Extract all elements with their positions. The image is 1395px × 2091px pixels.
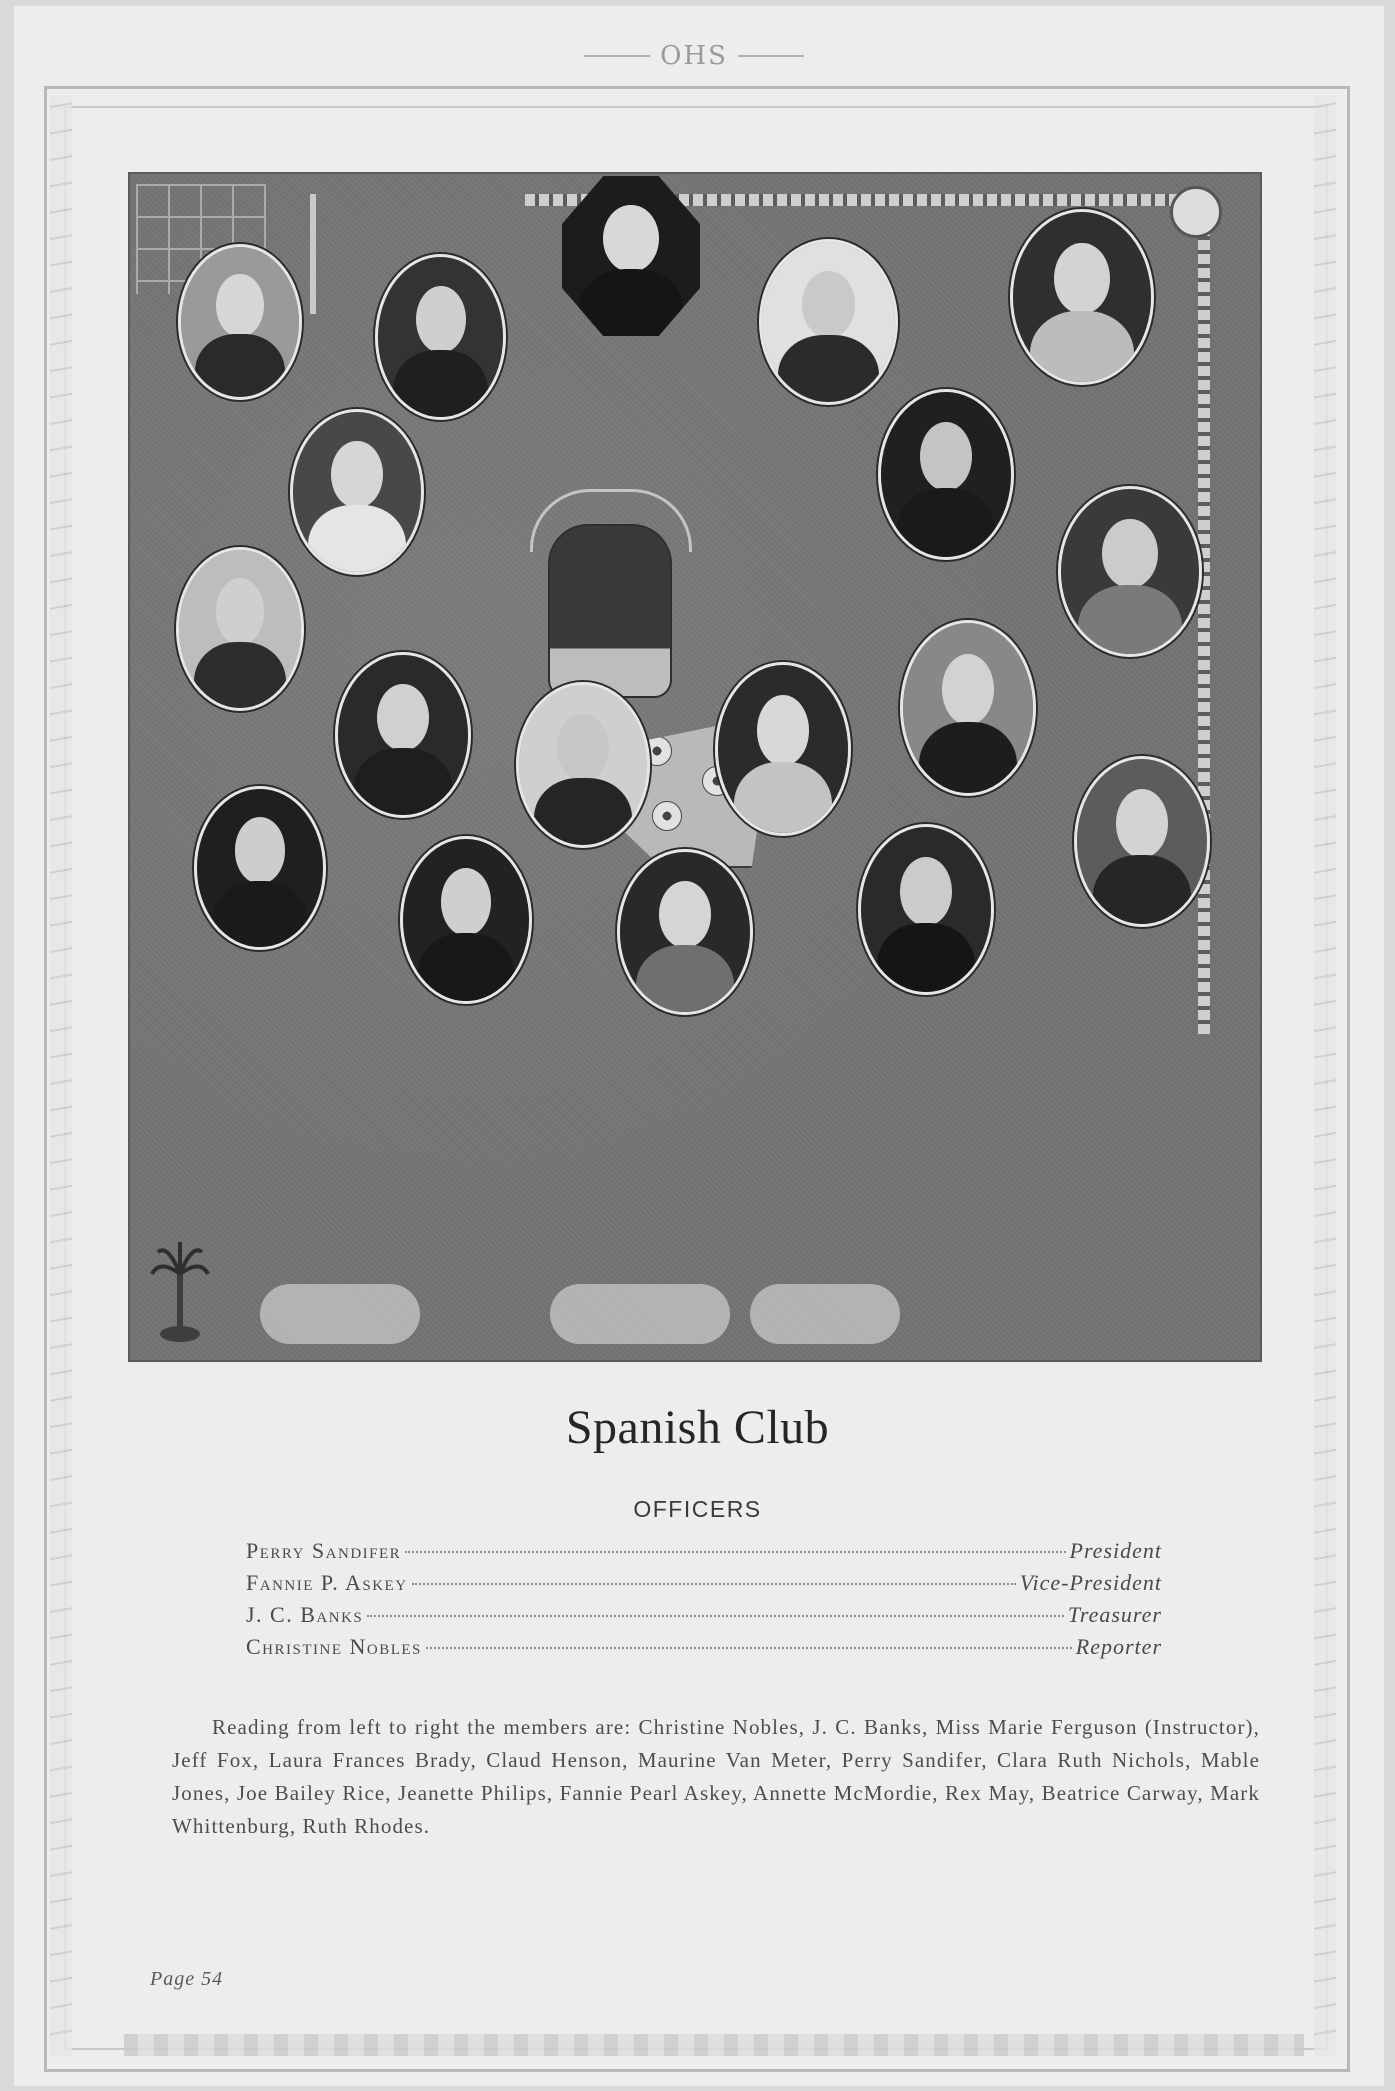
ornament-disc [1170,186,1222,238]
member-portrait [290,409,424,575]
palm-tree-icon [150,1234,210,1344]
officer-row [246,1538,1162,1570]
page-number: Page 54 [150,1968,224,1990]
officer-role: President [1069,1538,1162,1563]
member-portrait [178,244,302,400]
officer-name: Perry Sandifer [246,1538,402,1563]
member-portrait [375,254,506,420]
school-monogram: OHS [574,26,814,86]
officers-heading: OFFICERS [633,1496,762,1522]
page-title: Spanish Club [565,1401,830,1454]
officer-name: Christine Nobles [246,1634,422,1659]
officer-name: Fannie P. Askey [246,1570,408,1595]
member-portrait [400,836,532,1004]
dot-leader [426,1647,1072,1649]
member-portrait [1010,209,1154,385]
cloud-ornament [750,1284,900,1344]
dot-leader [367,1615,1064,1617]
tassel-ornament [310,194,316,314]
feather-border-right [1314,96,1336,2056]
member-portrait [1074,756,1210,927]
member-portrait [335,652,471,818]
member-portrait [900,620,1036,796]
officer-role: Reporter [1075,1634,1162,1659]
member-portrait [194,786,326,950]
member-portrait [516,682,650,848]
member-portrait [617,849,753,1015]
spanish-lady-illustration [548,524,672,698]
member-portrait [176,547,304,711]
officer-list [246,1538,1162,1666]
cloud-ornament [260,1284,420,1344]
dot-leader [405,1551,1065,1553]
cloud-ornament [550,1284,730,1344]
member-portrait [1058,486,1202,657]
member-portrait [878,389,1014,560]
member-portrait [562,176,700,336]
member-portrait [858,824,994,995]
member-portrait [715,662,851,836]
flower-icon [652,801,682,831]
dot-leader [412,1583,1016,1585]
officer-role: Treasurer [1067,1602,1162,1627]
officer-row [246,1602,1162,1634]
officer-row [246,1634,1162,1666]
member-list-paragraph: Reading from left to right the members are: Christine Nobles, J. C. Banks, Miss Marie Ferguson (Instructor), Jeff Fox, Laura Frances Brady, Claud Henson, Maurine Van Meter, Perry Sandifer, Clara Ruth Nichols, Mable Jones, Joe Bailey Rice, Jeanette Philips, Fannie Pearl Askey, Annette McMordie, Rex May, Beatrice Carway, Mark Whittenburg, Ruth Rhodes. [172,1715,1260,1838]
officer-role: Vice-President [1019,1570,1162,1595]
member-portrait [759,239,898,405]
officer-row [246,1570,1162,1602]
landscape-border-bottom [124,2034,1304,2056]
officer-name: J. C. Banks [246,1602,364,1627]
feather-border-left [50,96,72,2056]
portrait-collage [128,172,1262,1362]
